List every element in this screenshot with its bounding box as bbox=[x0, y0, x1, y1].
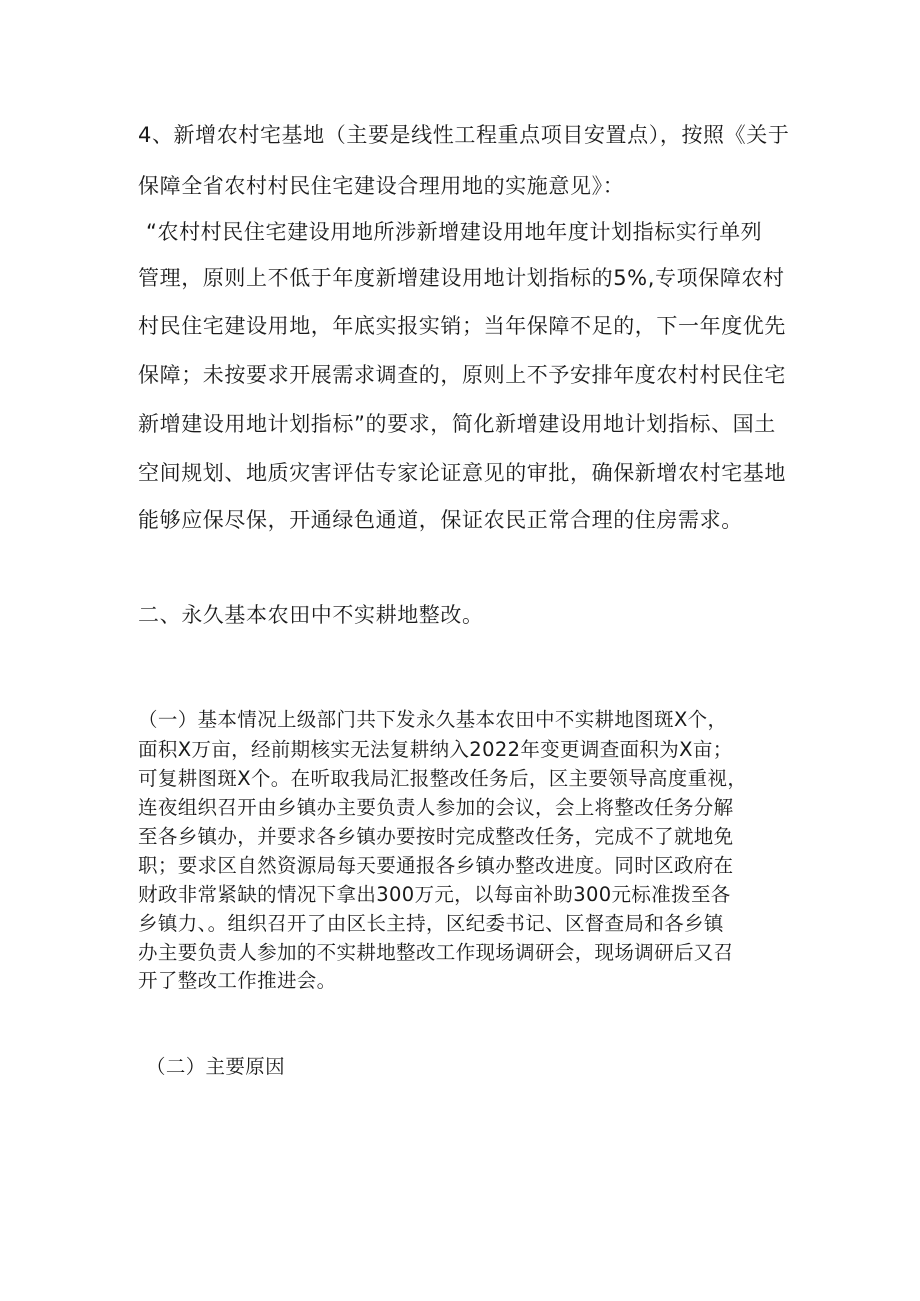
paragraph-line: 管理，原则上不低于年度新增建设用地计划指标的5%,专项保障农村 bbox=[138, 266, 785, 290]
paragraph-line: 连夜组织召开由乡镇办主要负责人参加的会议，会上将整改任务分解 bbox=[138, 796, 734, 819]
paragraph-line: 开了整改工作推进会。 bbox=[138, 969, 337, 992]
paragraph-line: 保障；未按要求开展需求调查的，原则上不予安排年度农村村民住宅 bbox=[138, 363, 786, 387]
paragraph-line: 办主要负责人参加的不实耕地整改工作现场调研会，现场调研后又召 bbox=[138, 941, 734, 964]
paragraph-line: “农村村民住宅建设用地所涉新增建设用地年度计划指标实行单列 bbox=[146, 220, 763, 244]
paragraph-line: 新增建设用地计划指标”的要求，简化新增建设用地计划指标、国土 bbox=[138, 412, 776, 436]
paragraph-line: 可复耕图斑X个。在听取我局汇报整改任务后，区主要领导高度重视， bbox=[138, 767, 748, 790]
subsection-heading: （二）主要原因 bbox=[146, 1055, 285, 1078]
paragraph-line: （一）基本情况上级部门共下发永久基本农田中不实耕地图斑X个， bbox=[138, 708, 728, 731]
section-heading: 二、永久基本农田中不实耕地整改。 bbox=[138, 603, 484, 627]
paragraph-line: 村民住宅建设用地，年底实报实销；当年保障不足的，下一年度优先 bbox=[138, 314, 786, 338]
paragraph-line: 面积X万亩，经前期核实无法复耕纳入2022年变更调查面积为X亩； bbox=[138, 738, 733, 761]
paragraph-line: 保障全省农村村民住宅建设合理用地的实施意见》： bbox=[138, 174, 625, 198]
paragraph-line: 空间规划、地质灾害评估专家论证意见的审批，确保新增农村宅基地 bbox=[138, 461, 786, 485]
paragraph-line: 4、新增农村宅基地（主要是线性工程重点项目安置点），按照《关于 bbox=[138, 123, 790, 147]
paragraph-line: 乡镇力、。组织召开了由区长主持，区纪委书记、区督查局和各乡镇 bbox=[138, 912, 724, 935]
paragraph-line: 职；要求区自然资源局每天要通报各乡镇办整改进度。同时区政府在 bbox=[138, 854, 734, 877]
paragraph-line: 至各乡镇办，并要求各乡镇办要按时完成整改任务，完成不了就地免 bbox=[138, 825, 734, 848]
paragraph-line: 财政非常紧缺的情况下拿出300万元，以每亩补助300元标准拨至各 bbox=[138, 883, 731, 906]
paragraph-line: 能够应保尽保，开通绿色通道，保证农民正常合理的住房需求。 bbox=[138, 508, 743, 532]
